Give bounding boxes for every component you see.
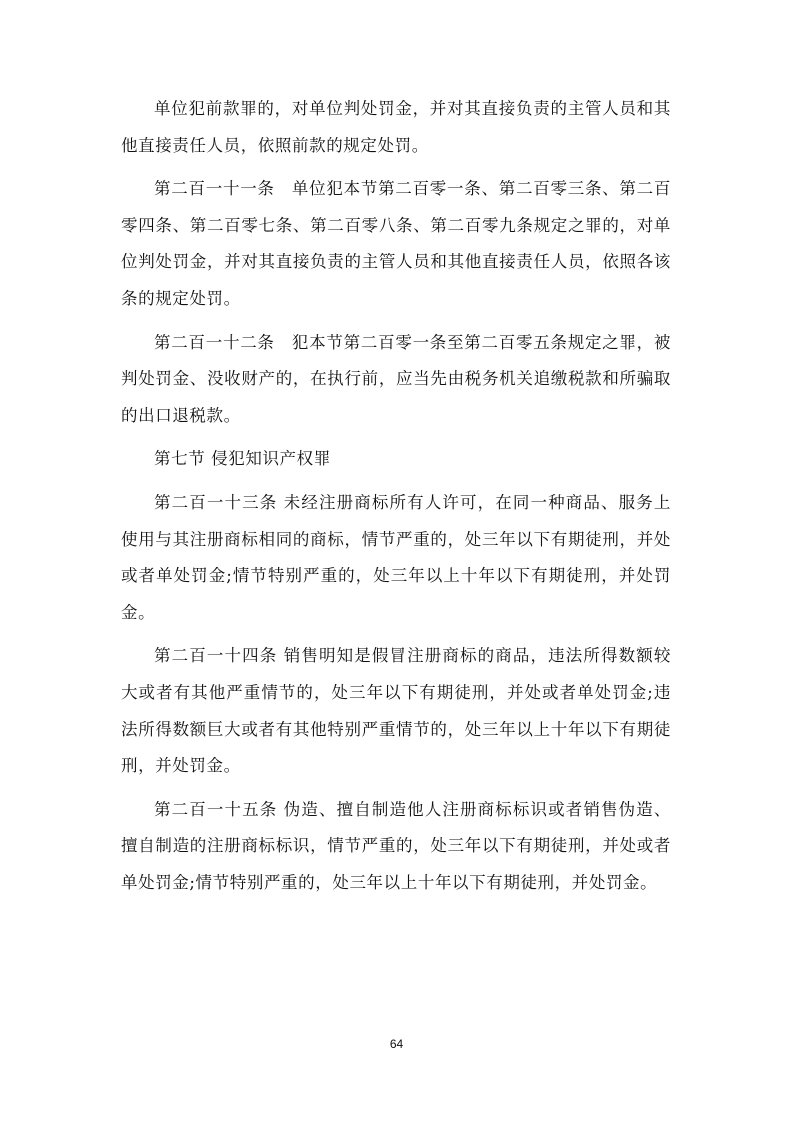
paragraph-article-214: 第二百一十四条 销售明知是假冒注册商标的商品，违法所得数额较大或者有其他严重情节的，处三年以下有期徒刑，并处或者单处罚金;违法所得数额巨大或者有其他特别严重情节的，处三年以上十年以下有期徒刑，并处罚金。 (121, 646, 671, 776)
paragraph-article-211: 第二百一十一条 单位犯本节第二百零一条、第二百零三条、第二百零四条、第二百零七条、第二百零八条、第二百零九条规定之罪的，对单位判处罚金，并对其直接负责的主管人员和其他直接责任人员，依照各该条的规定处罚。 (121, 179, 671, 308)
page-number: 64 (389, 1037, 404, 1051)
body-text (121, 91, 671, 908)
paragraph-article-215: 第二百一十五条 伪造、擅自制造他人注册商标标识或者销售伪造、擅自制造的注册商标标识，情节严重的，处三年以下有期徒刑，并处或者单处罚金;情节特别严重的，处三年以上十年以下有期徒刑，并处罚金。 (121, 799, 671, 892)
paragraph-unit-penalty: 单位犯前款罪的，对单位判处罚金，并对其直接负责的主管人员和其他直接责任人员，依照前款的规定处罚。 (121, 99, 671, 155)
section-heading: 第七节 侵犯知识产权罪 (154, 449, 331, 469)
paragraph-article-213: 第二百一十三条 未经注册商标所有人许可，在同一种商品、服务上使用与其注册商标相同的商标，情节严重的，处三年以下有期徒刑，并处或者单处罚金;情节特别严重的，处三年以上十年以下有期徒刑，并处罚金。 (121, 492, 671, 622)
paragraph-article-212: 第二百一十二条 犯本节第二百零一条至第二百零五条规定之罪，被判处罚金、没收财产的，在执行前，应当先由税务机关追缴税款和所骗取的出口退税款。 (121, 332, 671, 425)
